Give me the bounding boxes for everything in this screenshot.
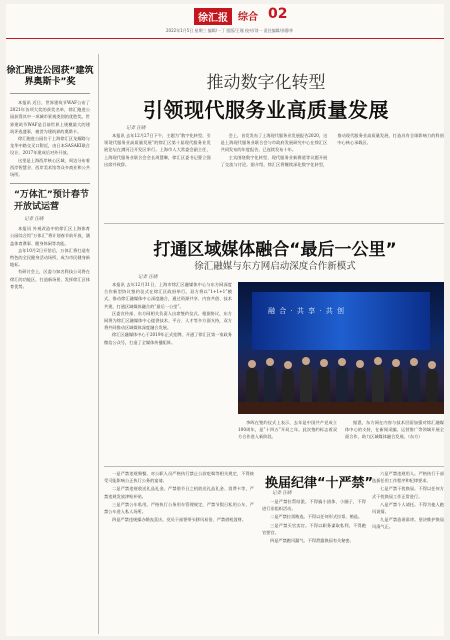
paragraph: 本报讯 近日，世界建筑节WAF公布了2021年各项大奖的获奖名单，徐汇跑进公园获得其中一项城市景观类别的优胜奖。世界建筑节WAF是目前世界上规模最大的建筑评选盛事，被誉为建筑界的奥斯卡。 bbox=[10, 100, 90, 134]
lead-kicker: 推动数字化转型 bbox=[206, 73, 326, 93]
person-figure bbox=[246, 368, 258, 402]
people-group bbox=[238, 356, 444, 402]
article-2-byline: 记者 汪晓 bbox=[138, 275, 158, 280]
paragraph: 六是严禁违规用人。严格执行干部选拔任用工作程序和纪律要求。 bbox=[372, 471, 444, 484]
person-figure bbox=[318, 367, 330, 402]
byline: 记者 汪晓 bbox=[24, 217, 44, 223]
paragraph: 主宾围绕数字化转型、现代服务业新赛道等议题开展了交流与讨论。据介绍，徐汇区将继续深化数字化转型，推动现代服务业高质量发展，打造具有全球影响力的科创中心核心承载区。 bbox=[220, 133, 444, 167]
stage-screen bbox=[252, 292, 430, 350]
stage-screen-text: 融 合 · 共 享 · 共 创 bbox=[268, 307, 346, 315]
paragraph: 有研讨会上，区委与知名科技公司将在徐汇的功能区，打造新场景，发挥徐汇区体育优势。 bbox=[10, 269, 90, 289]
left-headline-2: “万体汇”预计春节开放试运营 bbox=[14, 190, 89, 213]
person-figure bbox=[264, 366, 276, 402]
left-column bbox=[6, 66, 94, 290]
paragraph: 这里是上海西岸核心区域，周边分布着西岸智慧谷、西岸美术馆等众多商业和公共场所。 bbox=[10, 157, 90, 178]
paragraph: 本报讯 去年12月31日，上海市徐汇区融媒体中心与东方网深度合作新型协议签约仪式在徐汇区政府举行。双方将以“1+1+1”模式，推动徐汇融媒体中心深度融合，通过资源共享、内容共创、技术共建，打通区域媒体融合的“最后一公里”。 bbox=[104, 282, 232, 309]
article-2-headline: 打通区域媒体融合“最后一公里” bbox=[153, 240, 397, 260]
divider bbox=[10, 93, 90, 94]
left-headline-1: 徐汇跑进公园获“建筑界奥斯卡”奖 bbox=[6, 66, 94, 87]
paragraph: 二是严禁违规收送礼品礼金。严禁借节日之机收送礼品礼金、消费卡等，严禁违规发放津贴补贴。 bbox=[104, 486, 254, 499]
lead-byline: 记者 汪晓 bbox=[126, 126, 146, 131]
stage-floor bbox=[238, 402, 444, 414]
section-name: 综合 bbox=[238, 12, 258, 23]
person-figure bbox=[408, 366, 420, 402]
paragraph: 四是严禁跑风漏气。不得泄露换届有关秘密。 bbox=[270, 538, 354, 544]
person-figure bbox=[372, 365, 384, 402]
paragraph: 二是严禁拉票贿选。不得以任何形式拉票、贿选。 bbox=[270, 514, 363, 520]
bottom-left-body bbox=[104, 470, 254, 524]
paragraph: 据悉，东方网在内容与技术层面加强对徐汇融媒体中心的支持，在新闻采编、运营推广等领域开展全面合作，助力区域媒体融合发展。（东方） bbox=[345, 420, 444, 440]
paragraph: 八是严禁个人请托。不得为他人跑风说情。 bbox=[372, 501, 444, 515]
bottom-mid-body bbox=[262, 498, 366, 545]
paragraph: 本报讯 外观改造中的徐汇区上海体育公园综合馆“万体汇”将计划春节前开放，涵盖体育赛事、健身休闲等功能。 bbox=[10, 226, 90, 246]
paragraph: 四是严禁违规操办婚丧喜庆。党员干部要带头移风易俗，严禁借机敛财。 bbox=[112, 517, 247, 523]
article-2-body-left bbox=[104, 281, 232, 346]
paragraph: 本报讯 去年12月27日下午，主题为“数字化转型，引领现代服务业高质量发展”的徐汇区第十届现代服务业发展论坛在漕河泾开发区举行。上海市人大常委会副主任，上海现代服务业联合会会长周慧琳，徐汇区委书记曹立强出席并致辞。 bbox=[104, 133, 211, 167]
paragraph: 徐汇跑进公园位于上海徐汇区龙耀路与龙华中路交叉口附近，由日本SASAKI联合设计，2017年建成后对外开放。 bbox=[10, 136, 90, 156]
paragraph: 区委宣传部、东方网相关负责人出席签约仪式。根据协议，东方网将为徐汇区融媒体中心提供技术、平台、人才等多方面支持，双方将共同推动区域媒体深度融合发展。 bbox=[104, 310, 232, 331]
lead-body bbox=[104, 132, 444, 212]
paragraph: 徐汇区融媒体中心于2019年正式挂牌，开通了徐汇区第一家政务微信公众号，打造了全媒体传播矩阵。 bbox=[104, 332, 232, 345]
person-figure bbox=[426, 369, 438, 402]
newspaper-page bbox=[6, 4, 444, 636]
page-number: 02 bbox=[268, 6, 288, 22]
lead-headline: 引领现代服务业高质量发展 bbox=[143, 98, 389, 122]
paragraph: 去年10月2日开馆后，万体汇将打造有特色的全民健身活动场所，成为市民健身新地标。 bbox=[10, 247, 90, 268]
bottom-right-body bbox=[372, 470, 444, 532]
person-figure bbox=[390, 367, 402, 402]
paragraph: 一是严禁违规聚餐。对公职人员严格执行禁止公款吃喝等相关规定，不得接受可能影响公正执行公务的宴请。 bbox=[104, 471, 254, 484]
date-line: 2022年1月5日 星期三 编辑/一丁 组版/王瑾 校对/刘一 责任编辑/余静华 bbox=[166, 28, 294, 33]
paragraph: 三是严禁买官卖官。不得以职务谋取私利，不得跑官要官。 bbox=[262, 522, 366, 535]
signing-ceremony-photo bbox=[238, 282, 444, 414]
divider bbox=[10, 183, 90, 184]
person-figure bbox=[354, 368, 366, 402]
divider bbox=[104, 223, 444, 224]
article-2-subheadline: 徐汇融媒与东方网启动深度合作新模式 bbox=[194, 261, 356, 272]
bottom-byline: 记者 汪晓 bbox=[272, 491, 292, 496]
paragraph: 三是严禁公车私用。严格执行公务用车管理规定，严禁节假日私用公车，严禁公车进入私人场所。 bbox=[104, 501, 254, 515]
person-figure bbox=[282, 369, 294, 402]
person-figure bbox=[300, 365, 312, 402]
left-body-1 bbox=[6, 99, 94, 178]
divider bbox=[104, 466, 444, 467]
paragraph: 一是严禁拉帮结派。不得搞小团体、小圈子，不得进行非组织活动。 bbox=[262, 499, 366, 512]
paragraph: 李晖在签约仪式上表示，去年是中国共产党成立100周年，是“十四五”开局之年。此次签约标志着双方合作进入新阶段。 bbox=[238, 420, 337, 440]
left-body-2 bbox=[6, 225, 94, 290]
paragraph: 会上，首发发布了上海现代服务业发展报告2020，这是上海现代服务业联合会与市政府发展研究中心在徐汇区共同发布的年度报告，已连续发布十年。 bbox=[220, 133, 328, 153]
masthead-rule bbox=[6, 38, 444, 39]
article-2-body-right bbox=[238, 419, 444, 441]
masthead bbox=[194, 8, 294, 24]
column-divider bbox=[98, 54, 99, 634]
paragraph: 九是严禁造谣诽谤。坚决维护换届风清气正。 bbox=[372, 517, 444, 530]
bottom-headline: 换届纪律“十严禁” bbox=[264, 476, 374, 491]
person-figure bbox=[336, 366, 348, 402]
paper-name: 徐汇报 bbox=[194, 8, 232, 25]
paragraph: 七是严禁干扰换届。不得以任何方式干扰换届工作正常进行。 bbox=[372, 486, 444, 499]
